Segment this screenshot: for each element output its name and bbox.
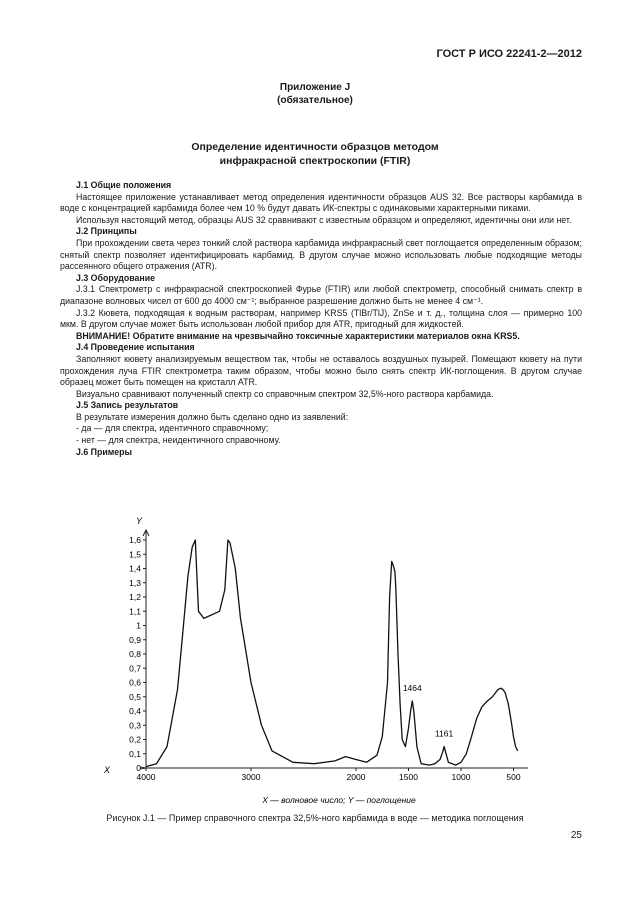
paragraph: Визуально сравнивают полученный спектр со справочным спектром 32,5%-ного раствора карбамида. <box>76 388 494 399</box>
x-tick-label: 4000 <box>136 772 156 782</box>
y-tick-label: 1,3 <box>129 577 141 588</box>
y-tick-label: 0,2 <box>129 734 141 745</box>
y-tick-label: 0 <box>136 763 141 773</box>
appendix-title: Приложение J <box>279 82 351 93</box>
y-tick-label: 1,6 <box>129 535 141 545</box>
x-tick-label: 1000 <box>451 772 471 782</box>
x-tick-label: 3000 <box>241 772 261 782</box>
paragraph: J.3.1 Спектрометр с инфракрасной спектроскопией Фурье (FTIR) или любой спектрометр, способный снимать спектр в диапазоне волновых чисел от 600 до 4000 см⁻¹; выбранное разрешение должно быть не менее 4 см⁻¹. <box>60 284 582 306</box>
y-tick-label: 1,5 <box>129 549 141 560</box>
y-tick-label: 0,6 <box>129 677 141 688</box>
y-tick-label: 1,1 <box>129 606 141 617</box>
section-heading: J.5 Запись результатов <box>76 400 179 411</box>
y-tick-label: 0,4 <box>129 706 141 716</box>
paragraph: Заполняют кювету анализируемым веществом так, чтобы не оставалось воздушных пузырей. Помещают кювету на пути прохождения луча FTIR спектрометра таким образом, чтобы можно было снять спектр ИК-поглощения. В другом случае образец может быть помещен на кристалл ATR. <box>60 353 582 388</box>
list-item: - нет — для спектра, неидентичного справочному. <box>76 435 281 446</box>
section-heading: J.1 Общие положения <box>76 180 172 190</box>
title-line-2: инфракрасной спектроскопии (FTIR) <box>219 155 411 167</box>
section-heading: J.3 Оборудование <box>76 272 156 283</box>
x-tick-label: 500 <box>506 772 521 782</box>
list-item: - да — для спектра, идентичного справочному; <box>76 423 269 434</box>
spectrum-line <box>146 540 518 767</box>
figure-caption: Рисунок J.1 — Пример справочного спектра 32,5%-ного карбамида в воде — методика поглощения <box>106 813 524 823</box>
y-tick-label: 0,1 <box>129 748 141 759</box>
title-line-1: Определение идентичности образцов методом <box>191 141 439 153</box>
paragraph: Настоящее приложение устанавливает метод определения идентичности образцов AUS 32. Все растворы карбамида в воде с концентрацией карбамида более чем 10 % будут давать ИК-спектры с одинаковыми характерными пиками. <box>60 191 582 214</box>
section-heading: J.4 Проведение испытания <box>76 342 195 353</box>
standard-header: ГОСТ Р ИСО 22241-2—2012 <box>436 48 582 60</box>
y-tick-label: 0,5 <box>129 691 141 702</box>
warning-text: ВНИМАНИЕ! Обратите внимание на чрезвычайно токсичные характеристики материалов окна KRS5. <box>76 330 520 341</box>
paragraph: В результате измерения должно быть сделано одно из заявлений: <box>76 411 349 422</box>
x-axis-caption: X — волновое число; Y — поглощение <box>262 795 416 805</box>
y-tick-label: 0,8 <box>129 649 141 659</box>
paragraph: При прохождении света через тонкий слой раствора карбамида инфракрасный свет поглощается определенным образом; снятый спектр позволяет идентифицировать карбамид. В другом случае можно использовать любые подходящие методы рассеянного общего отражения (ATR). <box>60 237 582 272</box>
y-tick-label: 1,2 <box>129 592 141 602</box>
paragraph: Используя настоящий метод, образцы AUS 32 сравнивают с известным образцом и определяют, идентичны они или нет. <box>76 214 572 225</box>
y-tick-label: 1,4 <box>129 563 141 574</box>
paragraph: J.3.2 Кювета, подходящая к водным растворам, например KRS5 (TlBr/TlJ), ZnSe и т. д., толщина слоя — примерно 100 мкм. В другом случае может быть использован любой прибор для ATR, пригодный для жидкостей. <box>60 307 582 330</box>
x-tick-label: 2000 <box>346 772 366 782</box>
appendix-status: (обязательное) <box>277 95 353 106</box>
peak-label-1464: 1464 <box>402 683 422 694</box>
peak-label-1161: 1161 <box>434 728 454 739</box>
y-axis-letter: Y <box>136 516 143 526</box>
page-number: 25 <box>570 830 582 841</box>
x-axis-letter: X <box>104 765 111 775</box>
y-tick-label: 0,9 <box>129 634 141 645</box>
section-heading: J.6 Примеры <box>76 446 133 457</box>
section-heading: J.2 Принципы <box>76 226 137 237</box>
y-tick-label: 0,3 <box>129 720 141 731</box>
y-tick-label: 1 <box>136 620 141 631</box>
x-tick-label: 1500 <box>399 772 418 782</box>
y-tick-label: 0,7 <box>129 663 141 674</box>
